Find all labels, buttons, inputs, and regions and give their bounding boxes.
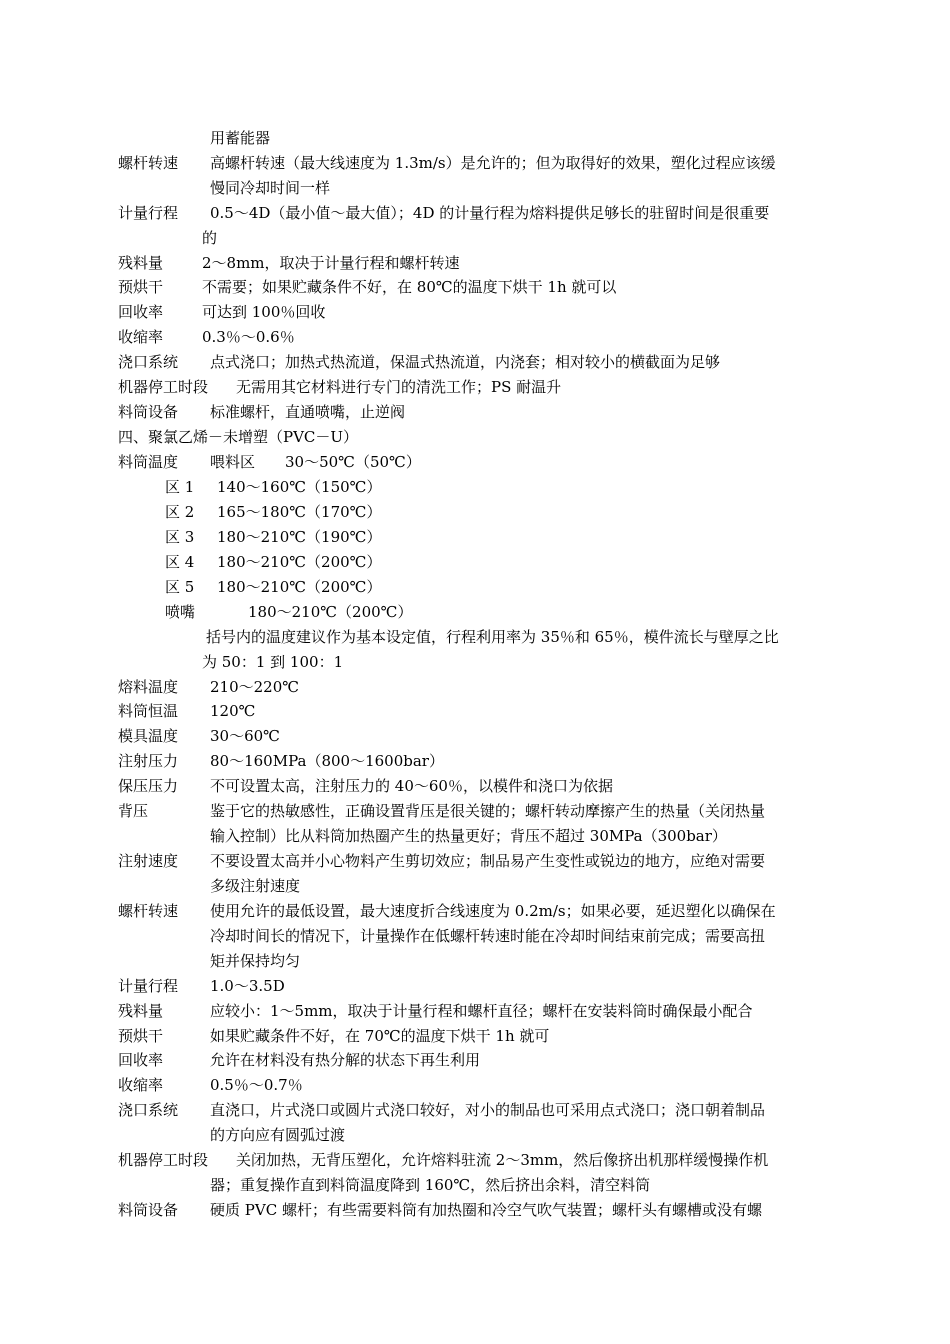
line-text: 的方向应有圆弧过渡 [210,1126,346,1144]
line-text: 冷却时间长的情况下，计量操作在低螺杆转速时能在冷却时间结束前完成；需要高扭 [210,927,766,945]
line-text: 高螺杆转速（最大线速度为 1.3m/s）是允许的；但为取得好的效果，塑化过程应该缓 [210,154,776,172]
line-label: 残料量 [118,254,164,272]
line-label: 预烘干 [118,278,164,296]
zone-label: 区 1 [165,478,195,496]
zone-value: 165～180℃（170℃） [217,503,382,521]
line-text: 直浇口，片式浇口或圆片式浇口较好，对小的制品也可采用点式浇口；浇口朝着制品 [210,1101,766,1119]
zone-label: 区 2 [165,503,195,521]
line-label: 模具温度 [118,727,179,745]
line-label: 背压 [118,802,149,820]
line-text: 不要设置太高并小心物料产生剪切效应；制品易产生变性或锐边的地方，应绝对需要 [210,852,766,870]
line-text: 不需要；如果贮藏条件不好，在 80℃的温度下烘干 1h 就可以 [202,278,617,296]
line-text: 30～60℃ [210,727,280,745]
line-text: 为 50：1 到 100：1 [202,653,344,671]
line-text: 鉴于它的热敏感性，正确设置背压是很关键的；螺杆转动摩擦产生的热量（关闭热量 [210,802,766,820]
line-text: 的 [202,229,218,247]
line-label: 残料量 [118,1002,164,1020]
zone-label: 喷嘴 [165,603,196,621]
line-text: 不可设置太高，注射压力的 40～60％，以模件和浇口为依据 [210,777,613,795]
line-text: 使用允许的最低设置，最大速度折合线速度为 0.2m/s；如果必要，延迟塑化以确保在 [210,902,776,920]
line-text: 210～220℃ [210,678,300,696]
line-label: 料筒温度 [118,453,179,471]
zone-value: 140～160℃（150℃） [217,478,382,496]
line-text: 如果贮藏条件不好，在 70℃的温度下烘干 1h 就可 [210,1027,550,1045]
zone-label: 区 4 [165,553,195,571]
zone-label: 区 3 [165,528,195,546]
line-label: 回收率 [118,303,164,321]
line-text: 标准螺杆，直通喷嘴，止逆阀 [210,403,406,421]
line-text: 点式浇口；加热式热流道，保温式热流道，内浇套；相对较小的横截面为足够 [210,353,721,371]
line-text: 用蓄能器 [210,129,271,147]
line-text: 器；重复操作直到料筒温度降到 160℃，然后挤出余料，清空料筒 [210,1176,651,1194]
line-text: 应较小：1～5mm，取决于计量行程和螺杆直径；螺杆在安装料筒时确保最小配合 [210,1002,753,1020]
zone-label: 区 5 [165,578,195,596]
line-label: 料筒设备 [118,403,179,421]
line-label: 熔料温度 [118,678,179,696]
line-label: 保压压力 [118,777,179,795]
line-text: 输入控制）比从料筒加热圈产生的热量更好；背压不超过 30MPa（300bar） [210,827,727,845]
line-label: 预烘干 [118,1027,164,1045]
line-label: 注射压力 [118,752,179,770]
line-text: 0.5％～0.7％ [210,1076,303,1094]
line-label: 料筒恒温 [118,702,179,720]
line-text: 允许在材料没有热分解的状态下再生利用 [210,1051,481,1069]
zone-value: 180～210℃（200℃） [217,553,382,571]
line-text: 2～8mm，取决于计量行程和螺杆转速 [202,254,460,272]
line-label: 浇口系统 [118,353,179,371]
line-text: 可达到 100％回收 [202,303,326,321]
line-text: 关闭加热，无背压塑化，允许熔料驻流 2～3mm，然后像挤出机那样缓慢操作机 [236,1151,769,1169]
line-text: 慢同冷却时间一样 [210,179,331,197]
line-text: 无需用其它材料进行专门的清洗工作；PS 耐温升 [236,378,562,396]
line-text: 硬质 PVC 螺杆；有些需要料筒有加热圈和冷空气吹气装置；螺杆头有螺槽或没有螺 [210,1201,762,1219]
line-label: 收缩率 [118,328,164,346]
line-text: 多级注射速度 [210,877,301,895]
zone-value: 180～210℃（190℃） [217,528,382,546]
line-label: 计量行程 [118,977,179,995]
line-text: 矩并保持均匀 [210,952,301,970]
line-label: 收缩率 [118,1076,164,1094]
line-text: 120℃ [210,702,256,720]
section-heading: 四、聚氯乙烯－未增塑（PVC－U） [118,428,359,446]
line-text: 括号内的温度建议作为基本设定值，行程利用率为 35％和 65％，模件流长与壁厚之比 [206,628,779,646]
line-label: 注射速度 [118,852,179,870]
line-label: 计量行程 [118,204,179,222]
line-text: 0.5～4D（最小值～最大值）；4D 的计量行程为熔料提供足够长的驻留时间是很重要 [210,204,770,222]
line-label: 机器停工时段 [118,1151,209,1169]
zone-label: 喂料区 [210,453,256,471]
zone-value: 180～210℃（200℃） [217,578,382,596]
zone-value: 180～210℃（200℃） [248,603,413,621]
line-label: 螺杆转速 [118,902,179,920]
line-label: 螺杆转速 [118,154,179,172]
line-label: 料筒设备 [118,1201,179,1219]
line-label: 回收率 [118,1051,164,1069]
line-text: 0.3％～0.6％ [202,328,295,346]
line-label: 浇口系统 [118,1101,179,1119]
line-text: 1.0～3.5D [210,977,285,995]
zone-value: 30～50℃（50℃） [285,453,421,471]
line-label: 机器停工时段 [118,378,209,396]
line-text: 80～160MPa（800～1600bar） [210,752,444,770]
